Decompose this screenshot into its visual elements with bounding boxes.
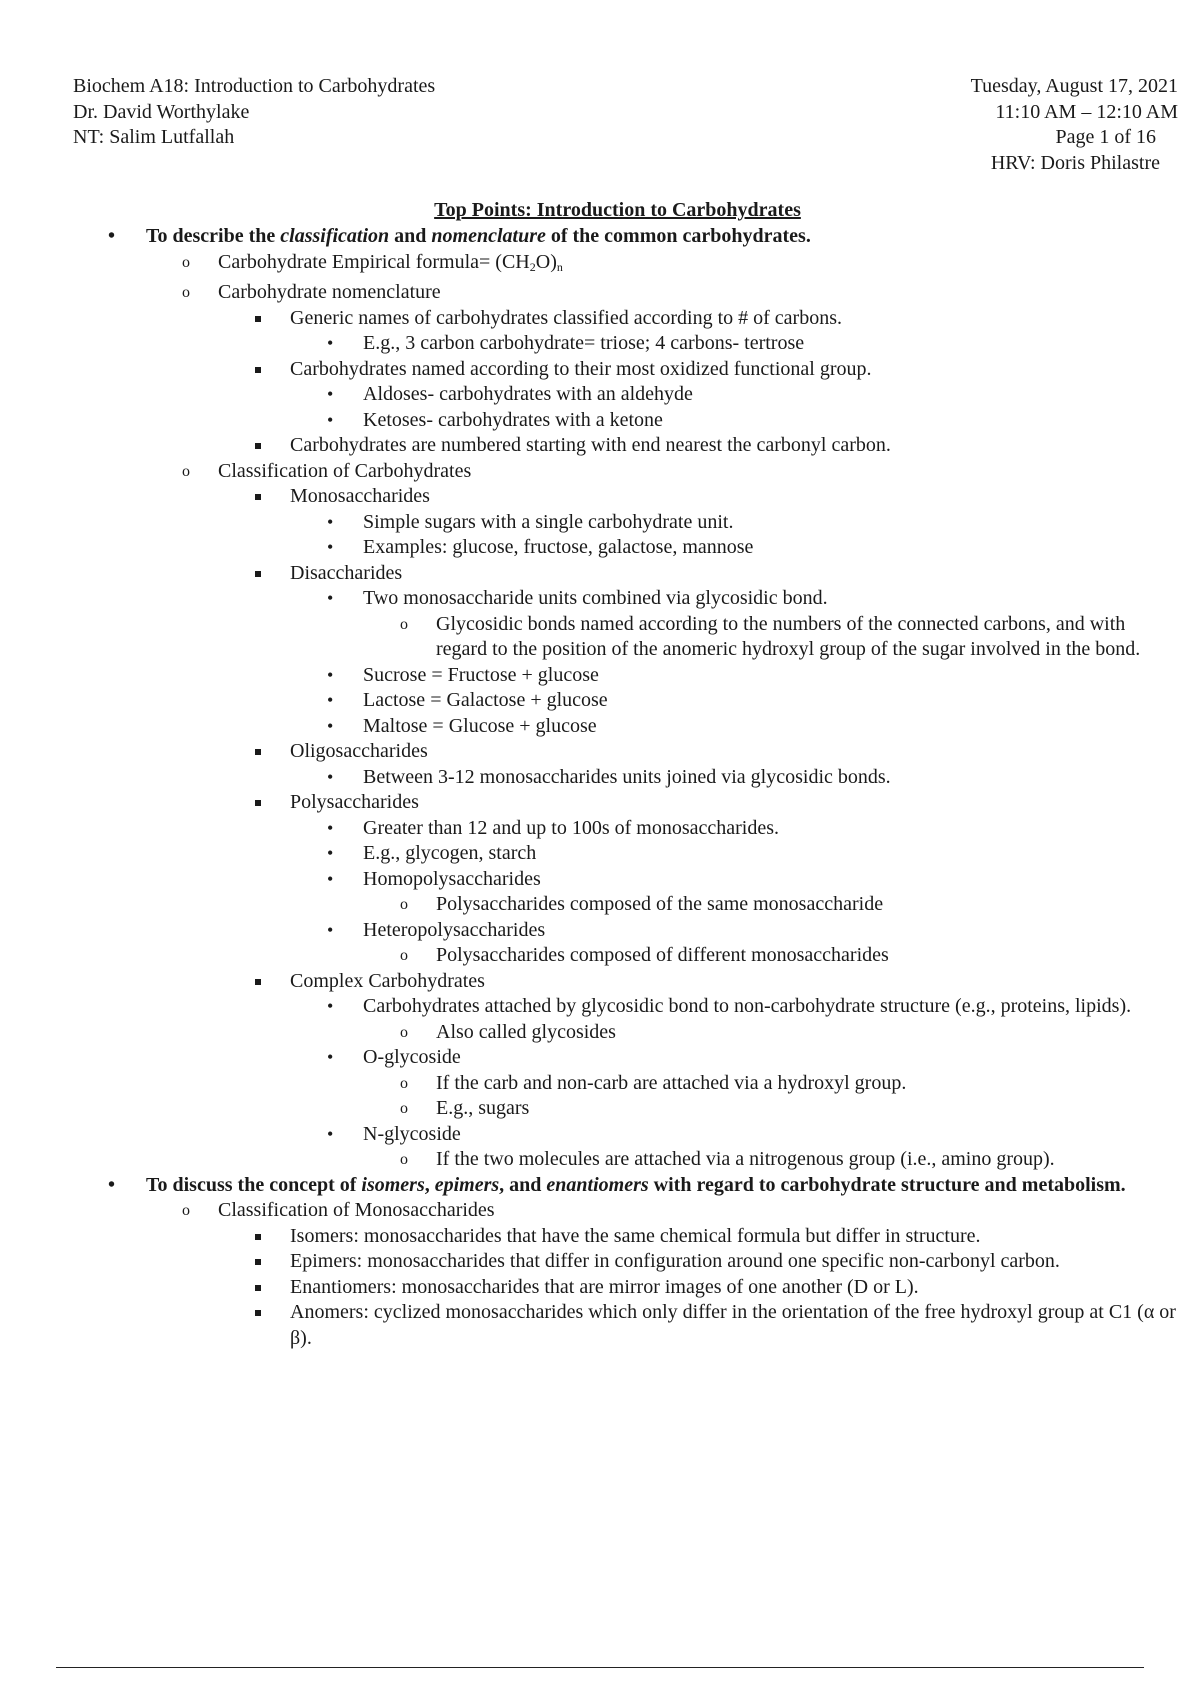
reviewer-name: HRV: Doris Philastre — [990, 151, 1160, 174]
objective-emphasis: nomenclature — [431, 225, 546, 247]
list-item-text: Simple sugars with a single carbohydrate unit. — [363, 510, 734, 533]
list-item — [0, 1045, 1200, 1071]
objective-emphasis: epimers — [434, 1173, 500, 1196]
bullet-disc: • — [327, 537, 334, 557]
bullet-circle: o — [400, 1100, 408, 1117]
list-item-text: Monosaccharides — [290, 485, 430, 507]
list-item — [0, 250, 1200, 281]
list-item — [0, 459, 1200, 485]
notetaker-name: NT: Salim Lutfallah — [73, 126, 235, 148]
list-item — [0, 714, 1200, 740]
list-item-text: Polysaccharides composed of the same monosaccharide — [436, 893, 884, 915]
bullet-disc: • — [327, 817, 334, 838]
bullet-disc: • — [327, 664, 334, 685]
bullet-disc: • — [327, 843, 334, 863]
list-item — [0, 943, 1200, 969]
list-item — [0, 994, 1200, 1020]
formula-subscript: 2 — [529, 259, 536, 274]
list-item-text: Isomers: monosaccharides that have the same chemical formula but differ in structure. — [290, 1224, 981, 1247]
list-item — [0, 790, 1200, 816]
list-item — [0, 1096, 1200, 1122]
lecture-date: Tuesday, August 17, 2021 — [970, 75, 1178, 97]
list-item — [0, 586, 1200, 612]
bullet-circle: o — [400, 615, 408, 633]
bullet-square — [255, 749, 261, 755]
bullet-circle: o — [182, 284, 190, 301]
list-item — [0, 357, 1200, 383]
bullet-disc: • — [327, 690, 334, 710]
bullet-disc: • — [327, 1047, 334, 1067]
list-item-text: Heteropolysaccharides — [363, 918, 546, 941]
formula-text: Carbohydrate Empirical formula= (CH — [218, 250, 530, 273]
bullet-disc: • — [327, 588, 334, 608]
list-item — [0, 1275, 1200, 1301]
bullet-circle: o — [400, 1074, 408, 1092]
bullet-square — [255, 367, 261, 373]
list-item-text: Carbohydrates are numbered starting with end nearest the carbonyl carbon. — [290, 434, 891, 456]
lecture-time: 11:10 AM – 12:10 AM — [995, 100, 1178, 123]
bullet-disc: • — [108, 1173, 116, 1196]
list-item-text: Homopolysaccharides — [363, 867, 541, 890]
list-item-text: Complex Carbohydrates — [290, 969, 485, 992]
list-item — [0, 433, 1200, 459]
bullet-disc: • — [108, 225, 116, 247]
list-item — [0, 1122, 1200, 1148]
list-item — [0, 969, 1200, 995]
bullet-disc: • — [327, 511, 334, 532]
objective-text: To discuss the concept of — [146, 1173, 362, 1196]
formula-text: O) — [535, 250, 557, 273]
bullet-square — [255, 443, 261, 449]
list-item-text: N-glycoside — [363, 1122, 461, 1145]
bullet-square — [255, 979, 261, 985]
objective-emphasis: isomers — [361, 1173, 425, 1196]
list-item-text: Enantiomers: monosaccharides that are mirror images of one another (D or L). — [290, 1275, 919, 1298]
objective-text: To describe the — [146, 225, 281, 247]
header-right — [971, 74, 1178, 176]
objective-text: of the common carbohydrates. — [545, 225, 811, 247]
list-item — [0, 1198, 1200, 1224]
list-item — [0, 1020, 1200, 1046]
objective-text: , and — [499, 1173, 547, 1196]
list-item-text: Polysaccharides — [290, 791, 419, 813]
bullet-disc: • — [327, 333, 334, 353]
list-item-text: Two monosaccharide units combined via glycosidic bond. — [363, 587, 828, 609]
list-item — [0, 408, 1200, 434]
list-item-text: Lactose = Galactose + glucose — [363, 689, 608, 711]
formula-subscript: n — [556, 259, 563, 274]
bullet-square — [255, 1285, 261, 1291]
bullet-disc: • — [327, 996, 334, 1016]
list-item-text: Also called glycosides — [436, 1020, 616, 1043]
list-item-text: Glycosidic bonds named according to the numbers of the connected carbons, and with regard to the position of the anomeric hydroxyl group of the sugar involved in the bond. — [436, 612, 1141, 660]
bullet-disc: • — [327, 409, 334, 430]
list-item-text: O-glycoside — [363, 1046, 461, 1068]
list-item-text: Oligosaccharides — [290, 740, 428, 762]
objective-emphasis: classification — [280, 225, 390, 247]
list-item — [0, 280, 1200, 306]
page-title: Top Points: Introduction to Carbohydrates — [434, 199, 801, 221]
header-left — [73, 74, 435, 151]
list-item — [0, 561, 1200, 587]
list-item-text: Aldoses- carbohydrates with an aldehyde — [363, 383, 693, 405]
list-item — [0, 1071, 1200, 1097]
list-item-text: Classification of Monosaccharides — [218, 1199, 495, 1221]
list-item-text: Carbohydrates attached by glycosidic bond to non-carbohydrate structure (e.g., proteins, lipids). — [363, 995, 1132, 1017]
list-item — [0, 1147, 1200, 1173]
bullet-circle: o — [400, 896, 408, 913]
bullet-circle: o — [182, 253, 190, 271]
bullet-square — [255, 1310, 261, 1316]
list-item-text: Sucrose = Fructose + glucose — [363, 663, 599, 686]
bullet-square — [255, 316, 261, 322]
list-item — [0, 688, 1200, 714]
bullet-circle: o — [400, 1151, 408, 1168]
bullet-square — [255, 1259, 261, 1265]
bullet-square — [255, 800, 261, 806]
list-item — [0, 892, 1200, 918]
list-item — [0, 510, 1200, 536]
list-item-text: Carbohydrates named according to their most oxidized functional group. — [290, 357, 872, 380]
list-item — [0, 1249, 1200, 1275]
list-item — [0, 663, 1200, 689]
bullet-disc: • — [327, 384, 334, 404]
list-item-text: Examples: glucose, fructose, galactose, mannose — [363, 536, 754, 558]
lecturer-name: Dr. David Worthylake — [73, 100, 250, 123]
course-title: Biochem A18: Introduction to Carbohydrates — [73, 75, 436, 97]
list-item — [0, 306, 1200, 332]
footer-divider — [56, 1667, 1144, 1668]
list-item — [0, 739, 1200, 765]
list-item — [0, 816, 1200, 842]
list-item — [0, 1300, 1200, 1351]
list-item-text: Disaccharides — [290, 561, 403, 584]
list-item — [0, 382, 1200, 408]
bullet-disc: • — [327, 868, 334, 889]
objective-item — [0, 224, 1200, 250]
list-item-text: Maltose = Glucose + glucose — [363, 714, 597, 737]
list-item-text: Ketoses- carbohydrates with a ketone — [363, 408, 663, 431]
bullet-circle: o — [400, 1023, 408, 1041]
bullet-square — [255, 494, 261, 500]
list-item-text: If the carb and non-carb are attached via a hydroxyl group. — [436, 1071, 907, 1094]
objective-text: and — [389, 225, 432, 247]
bullet-square — [255, 1234, 261, 1240]
list-item-text: Classification of Carbohydrates — [218, 459, 472, 482]
bullet-circle: o — [182, 1202, 190, 1219]
list-item — [0, 867, 1200, 893]
list-item — [0, 918, 1200, 944]
bullet-disc: • — [327, 715, 334, 736]
document-body — [0, 224, 1200, 1351]
list-item — [0, 484, 1200, 510]
bullet-square — [255, 571, 261, 577]
list-item-text: If the two molecules are attached via a nitrogenous group (i.e., amino group). — [436, 1148, 1055, 1170]
bullet-disc: • — [327, 766, 334, 787]
list-item — [0, 535, 1200, 561]
bullet-circle: o — [400, 947, 408, 964]
list-item-text: Carbohydrate nomenclature — [218, 281, 441, 303]
objective-emphasis: enantiomers — [546, 1173, 649, 1196]
list-item-text: E.g., 3 carbon carbohydrate= triose; 4 carbons- tertrose — [363, 332, 805, 354]
objective-text: , — [424, 1173, 435, 1196]
list-item-text: E.g., sugars — [436, 1097, 530, 1119]
list-item-text: Polysaccharides composed of different monosaccharides — [436, 944, 889, 966]
list-item-text: E.g., glycogen, starch — [363, 842, 537, 864]
list-item — [0, 1224, 1200, 1250]
list-item-text: Generic names of carbohydrates classified according to # of carbons. — [290, 306, 843, 329]
list-item — [0, 765, 1200, 791]
list-item — [0, 612, 1200, 663]
list-item-text: Epimers: monosaccharides that differ in configuration around one specific non-carbonyl carbon. — [290, 1250, 1060, 1272]
objective-item — [0, 1173, 1200, 1199]
list-item — [0, 331, 1200, 357]
list-item-text: Anomers: cyclized monosaccharides which only differ in the orientation of the free hydroxyl group at C1 (α or β). — [290, 1301, 1176, 1349]
list-item — [0, 841, 1200, 867]
list-item-text: Between 3-12 monosaccharides units joined via glycosidic bonds. — [363, 765, 891, 788]
bullet-circle: o — [182, 462, 190, 480]
list-item-text: Greater than 12 and up to 100s of monosaccharides. — [363, 816, 779, 839]
bullet-disc: • — [327, 1123, 334, 1144]
page-number: Page 1 of 16 — [1055, 126, 1156, 148]
objective-text: with regard to carbohydrate structure and metabolism. — [648, 1173, 1126, 1196]
bullet-disc: • — [327, 919, 334, 940]
